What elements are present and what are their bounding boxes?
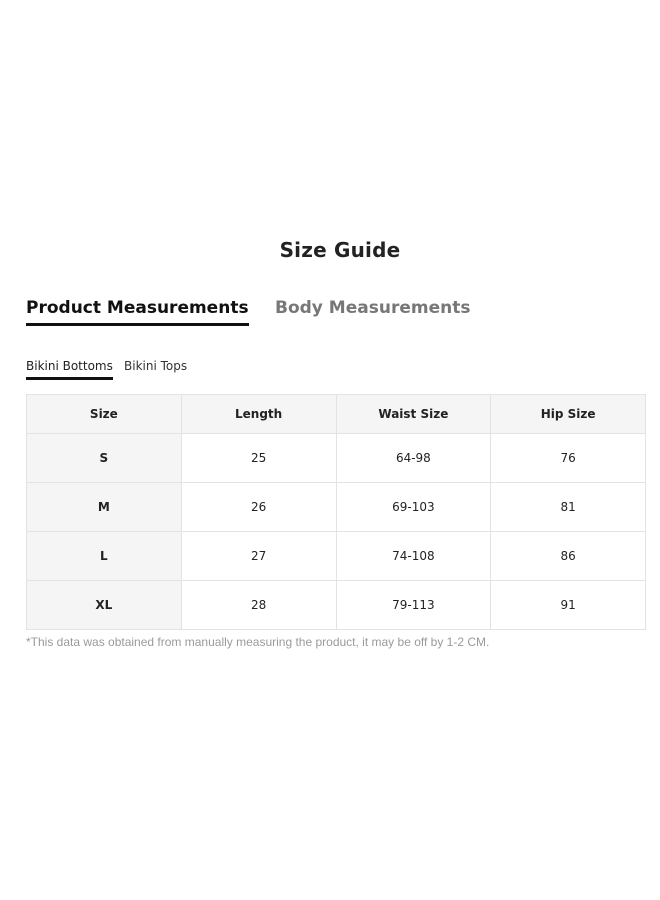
waist-size-cell: 69-103 xyxy=(336,483,491,532)
size-cell: L xyxy=(27,532,182,581)
tab-product-measurements[interactable]: Product Measurements xyxy=(26,298,249,318)
column-header-hip-size: Hip Size xyxy=(491,395,646,434)
hip-size-cell: 86 xyxy=(491,532,646,581)
size-table xyxy=(26,394,646,630)
measurement-disclaimer: *This data was obtained from manually measuring the product, it may be off by 1-2 CM. xyxy=(26,635,490,649)
size-cell: XL xyxy=(27,581,182,630)
length-cell: 26 xyxy=(181,483,336,532)
tab-body-measurements[interactable]: Body Measurements xyxy=(275,298,471,318)
hip-size-cell: 81 xyxy=(491,483,646,532)
waist-size-cell: 79-113 xyxy=(336,581,491,630)
column-header-size: Size xyxy=(27,395,182,434)
waist-size-cell: 74-108 xyxy=(336,532,491,581)
tab-bikini-tops[interactable]: Bikini Tops xyxy=(124,359,188,373)
table-row xyxy=(27,532,646,581)
page-title: Size Guide xyxy=(279,238,401,262)
table-header-row xyxy=(27,395,646,434)
column-header-waist-size: Waist Size xyxy=(336,395,491,434)
size-cell: M xyxy=(27,483,182,532)
table-row xyxy=(27,434,646,483)
column-header-length: Length xyxy=(181,395,336,434)
table-row xyxy=(27,483,646,532)
length-cell: 28 xyxy=(181,581,336,630)
waist-size-cell: 64-98 xyxy=(336,434,491,483)
size-cell: S xyxy=(27,434,182,483)
table-row xyxy=(27,581,646,630)
hip-size-cell: 76 xyxy=(491,434,646,483)
length-cell: 27 xyxy=(181,532,336,581)
length-cell: 25 xyxy=(181,434,336,483)
hip-size-cell: 91 xyxy=(491,581,646,630)
tab-bikini-bottoms[interactable]: Bikini Bottoms xyxy=(26,359,113,373)
